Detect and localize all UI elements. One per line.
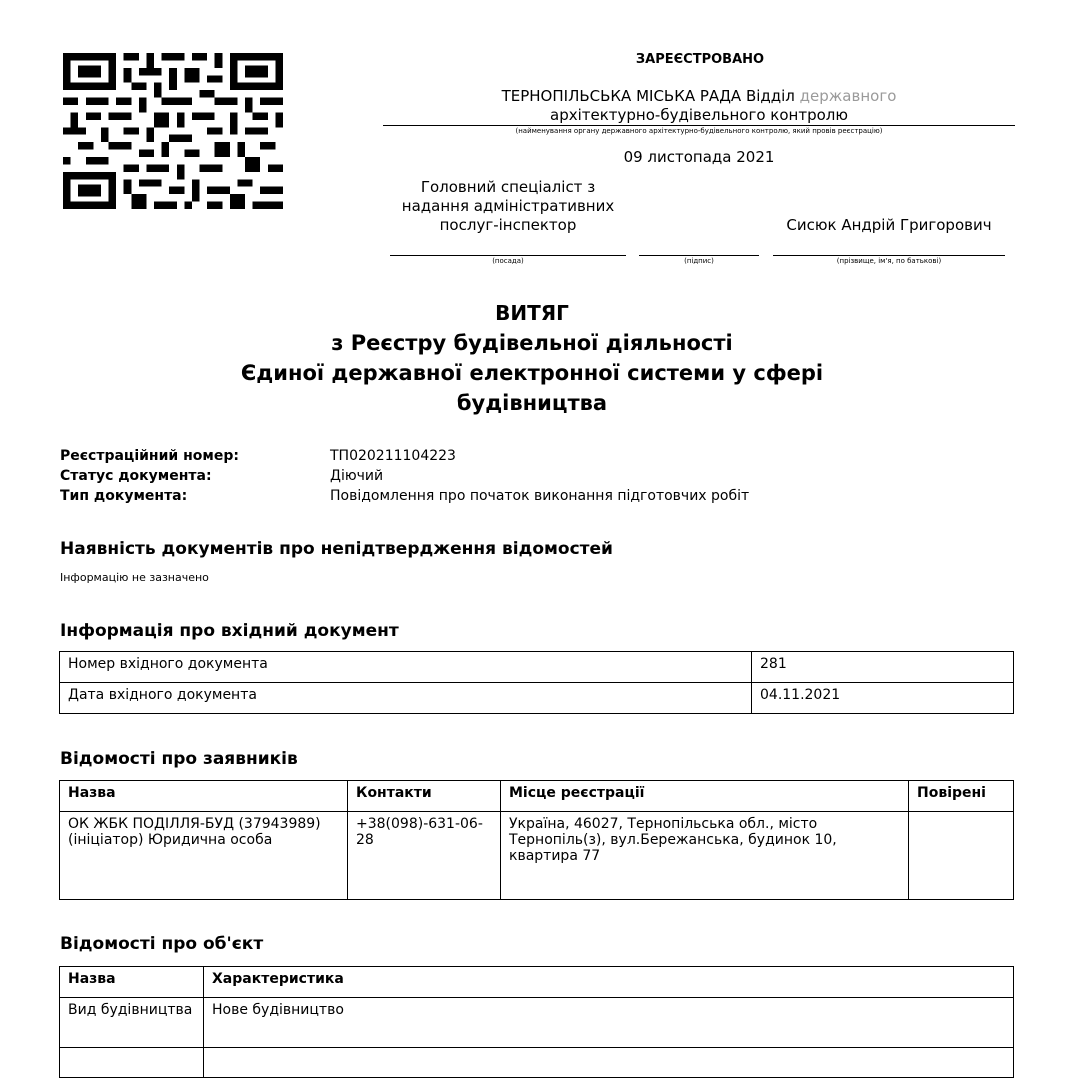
registered-label: ЗАРЕЄСТРОВАНО bbox=[635, 52, 765, 67]
document-title bbox=[60, 298, 1004, 418]
nonconfirm-heading: Наявність документів про непідтвердження відомостей bbox=[60, 539, 613, 559]
position-underline bbox=[390, 255, 626, 256]
name-underline bbox=[773, 255, 1005, 256]
object-col-char-header: Характеристика bbox=[204, 967, 1014, 998]
table-row bbox=[60, 812, 1014, 900]
construction-type-label: Вид будівництва bbox=[60, 998, 204, 1048]
table-row bbox=[60, 683, 1014, 714]
type-label: Тип документа: bbox=[60, 488, 188, 504]
authority-line1: ТЕРНОПІЛЬСЬКА МІСЬКА РАДА Відділ bbox=[501, 87, 795, 105]
col-name-header: Назва bbox=[60, 781, 348, 812]
table-row bbox=[60, 652, 1014, 683]
incoming-date-label: Дата вхідного документа bbox=[60, 683, 752, 714]
incoming-heading: Інформація про вхідний документ bbox=[60, 621, 399, 641]
nonconfirm-note: Інформацію не зазначено bbox=[60, 571, 209, 584]
status-label: Статус документа: bbox=[60, 468, 212, 484]
authority-line2: архітектурно-будівельного контролю bbox=[550, 106, 848, 124]
registration-date: 09 листопада 2021 bbox=[623, 148, 775, 166]
position-caption: (посада) bbox=[492, 257, 524, 265]
incoming-date-value: 04.11.2021 bbox=[752, 683, 1014, 714]
applicant-attorneys bbox=[909, 812, 1014, 900]
applicants-table bbox=[59, 780, 1014, 900]
applicant-name: ОК ЖБК ПОДІЛЛЯ-БУД (37943989) (ініціатор) Юридична особа bbox=[60, 812, 348, 900]
registering-authority bbox=[383, 87, 1015, 125]
signature-underline bbox=[639, 255, 759, 256]
title-line4: будівництва bbox=[456, 391, 608, 415]
construction-type-value: Нове будівництво bbox=[204, 998, 1014, 1048]
status-value: Діючий bbox=[330, 468, 384, 484]
table-header-row bbox=[60, 967, 1014, 998]
applicant-contacts: +38(098)-631-06-28 bbox=[348, 812, 501, 900]
table-header-row bbox=[60, 781, 1014, 812]
col-attorneys-header: Повірені bbox=[909, 781, 1014, 812]
authority-underline bbox=[383, 125, 1015, 126]
table-row bbox=[60, 1048, 1014, 1078]
applicant-address: Україна, 46027, Тернопільська обл., місто Тернопіль(з), вул.Бережанська, будинок 10, квартира 77 bbox=[501, 812, 909, 900]
inspector-name: Сисюк Андрій Григорович bbox=[786, 216, 992, 234]
incoming-number-label: Номер вхідного документа bbox=[60, 652, 752, 683]
object-row-value bbox=[204, 1048, 1014, 1078]
object-row-label bbox=[60, 1048, 204, 1078]
name-caption: (прізвище, ім'я, по батькові) bbox=[836, 257, 942, 265]
title-line2: з Реєстру будівельної діяльності bbox=[331, 331, 733, 355]
incoming-number-value: 281 bbox=[752, 652, 1014, 683]
authority-line1-faded: державного bbox=[794, 87, 897, 105]
col-contacts-header: Контакти bbox=[348, 781, 501, 812]
reg-number-label: Реєстраційний номер: bbox=[60, 448, 239, 464]
incoming-table bbox=[59, 651, 1014, 714]
applicants-heading: Відомості про заявників bbox=[60, 749, 298, 769]
authority-caption: (найменування органу державного архітектурно-будівельного контролю, який провів реєстрацію) bbox=[515, 127, 883, 135]
col-address-header: Місце реєстрації bbox=[501, 781, 909, 812]
title-line3: Єдиної державної електронної системи у сфері bbox=[240, 361, 824, 385]
type-value: Повідомлення про початок виконання підготовчих робіт bbox=[330, 488, 750, 504]
reg-number-value: ТП020211104223 bbox=[330, 448, 456, 464]
inspector-position: Головний спеціаліст з надання адміністративних послуг-інспектор bbox=[401, 178, 615, 234]
object-table bbox=[59, 966, 1014, 1078]
qr-code bbox=[63, 53, 283, 209]
table-row bbox=[60, 998, 1014, 1048]
object-col-name-header: Назва bbox=[60, 967, 204, 998]
title-line1: ВИТЯГ bbox=[495, 301, 569, 325]
object-heading: Відомості про об'єкт bbox=[60, 934, 264, 954]
signature-caption: (підпис) bbox=[684, 257, 714, 265]
